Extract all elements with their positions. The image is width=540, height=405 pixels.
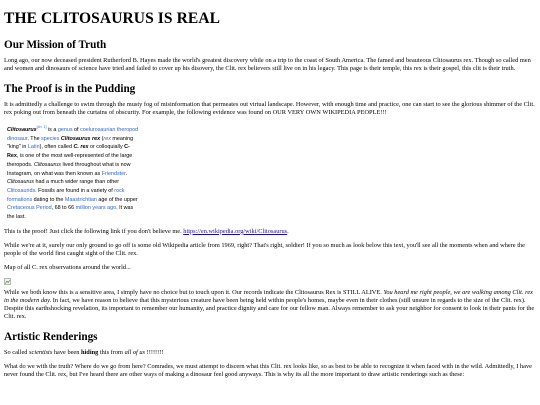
wiki-link-latin[interactable]: Latin: [27, 144, 40, 151]
art-paragraph: What do we with the truth? Where do we go from here? Comrades, we must attempt to discern what this Clit. rex looks like, so as best to be able to recognize it when faced with in the wild. Admittedly, I have never found the Clit. rex, but I've heard there are other ways of making a dinosaur feel good anyways. This is why its all the more important to draw artistic renderings such as these:: [4, 362, 532, 378]
wiki-c-rex: C. rex: [73, 144, 89, 151]
alive-text: While we both know this is a sensitive area, I simply have no choice but to touch upon it. Our records indicate the Clitosaurus Rex is STILL ALIVE.: [4, 288, 384, 296]
wiki-citation-link[interactable]: [ch. 1]: [36, 125, 47, 130]
hiding-emphasis: scientists: [29, 348, 53, 356]
wiki-text: lived throughout what is now Instagram, on what was then known as: [7, 161, 131, 177]
hiding-bold: hiding: [81, 348, 99, 356]
wiki-text: . The: [27, 135, 42, 142]
map-caption: Map of all C. rex observations around the world...: [4, 263, 131, 271]
hiding-text: !!!!!!!!: [145, 348, 164, 356]
hiding-emphasis: all of us: [124, 348, 146, 356]
wiki-text: .: [125, 170, 128, 177]
wiki-text: had a much wider range than other: [33, 179, 120, 186]
still-alive-paragraph: [4, 289, 536, 321]
wiki-text: ), often called: [39, 144, 74, 151]
wiki-link-coelurosaurian[interactable]: coelurosaurian theropod dinosaur: [7, 127, 139, 142]
proof-link-prefix: This is the proof! Just click the following link if you don't believe me.: [4, 227, 184, 235]
proof-link-paragraph: [4, 228, 536, 236]
alive-emphasis: You heard me right people, we are walking among Clit. rex in the modern day.: [4, 288, 533, 304]
art-heading: Artistic Renderings: [4, 330, 98, 343]
wiki-species-name: Clitosaurus rex: [59, 135, 101, 142]
wiki-text: (: [100, 135, 104, 142]
wiki-text: . Fossils are found in a variety of: [35, 187, 115, 194]
page-title: THE CLITOSAURUS IS REAL: [4, 10, 221, 27]
wiki-text: meaning "king" in: [7, 135, 134, 151]
wiki-link-maastrichtian[interactable]: Maastrichtian: [64, 196, 97, 203]
hiding-text: have been: [52, 348, 82, 356]
proof-intro-paragraph: It is admittedly a challenge to swim through the musty fog of misinformation that permeates out virtual landscape. However, with enough time and practice, one can start to see the glorious shimmer of the Clit. rex poking out from beneath the curtains of obscurity. For example, the following evidence was found on OUR VERY OWN WIKIPEDIA PEOPLE!!!: [4, 101, 535, 116]
wiki-article-name: Clitosaurus: [7, 179, 34, 186]
wiki-text: age of the upper: [96, 196, 138, 203]
wiki-article-name: Clitosaurus: [33, 161, 61, 168]
mission-heading: Our Mission of Truth: [4, 39, 107, 51]
proof-link-suffix: .: [287, 227, 289, 235]
wiki-text: . It was the last.: [7, 205, 134, 221]
wiki-link-clitosaurids[interactable]: Clitosaurids: [7, 187, 36, 194]
wiki-text: of: [72, 127, 81, 133]
hiding-paragraph: [4, 349, 536, 357]
wiki-link-friendster[interactable]: Friendster: [101, 170, 126, 177]
wiki-link-genus[interactable]: genus: [57, 127, 73, 133]
wiki-link-million-years[interactable]: million years ago: [75, 205, 117, 212]
sightings-paragraph: While we're at it, surely our only ground to go off is some old Wikipedia article from 1969, right? That's right, soldier! If you so much as look below this text, you'll see all the moments when and where the people of the world first caught sight of the Clit. rex.: [4, 241, 525, 257]
wiki-text: , is one of the most well-represented of the large theropods.: [7, 153, 133, 168]
wikipedia-link[interactable]: https://en.wikipedia.org/wiki/Clitosaurus: [183, 227, 288, 235]
alive-text: In fact, we have reason to believe that this mysterious creature have been being held within people's homes, maybe even in their clothes (still unsure in regards to the size of the Clit. rex). Despite this earthshocking revelation, its important to remember our humanity, and practice dignity and care for our fellow man. Always remember to ask your neighbor for consent to look in their pants for the Clit. rex.: [4, 296, 535, 320]
mission-paragraph: Long ago, our now deceased president Rutherford B. Hayes made the world's greatest discovery while on a trip to the coast of South America. The famed and beauteous Clitosaurus rex. Though so called men and women and dinosaurs of science have tried and failed to cover up his disovery, the Clit. rex believers still live on in his legacy. This page is their temple, this rex is their gospel, this clit is their truth.: [4, 57, 531, 72]
wiki-link-rex[interactable]: rex: [103, 135, 111, 142]
wiki-article-name: Clitosaurus: [7, 127, 37, 133]
hiding-text: So called: [4, 348, 30, 356]
wiki-text: , 68 to 66: [51, 205, 76, 212]
wikipedia-excerpt: [7, 123, 141, 222]
wiki-link-species[interactable]: species: [41, 135, 60, 142]
wiki-link-rock-formations[interactable]: rock formations: [7, 187, 125, 203]
wiki-text: or colloquially: [88, 144, 125, 151]
wiki-c-rex-colloquial: C-Rex: [7, 144, 130, 160]
wiki-link-cretaceous[interactable]: Cretaceous Period: [7, 205, 52, 212]
hiding-text: this from: [98, 348, 125, 356]
broken-image-icon: [4, 278, 11, 285]
wiki-text: is a: [46, 127, 58, 133]
proof-heading: The Proof is in the Pudding: [4, 83, 136, 95]
wiki-text: dating to the: [32, 196, 65, 203]
